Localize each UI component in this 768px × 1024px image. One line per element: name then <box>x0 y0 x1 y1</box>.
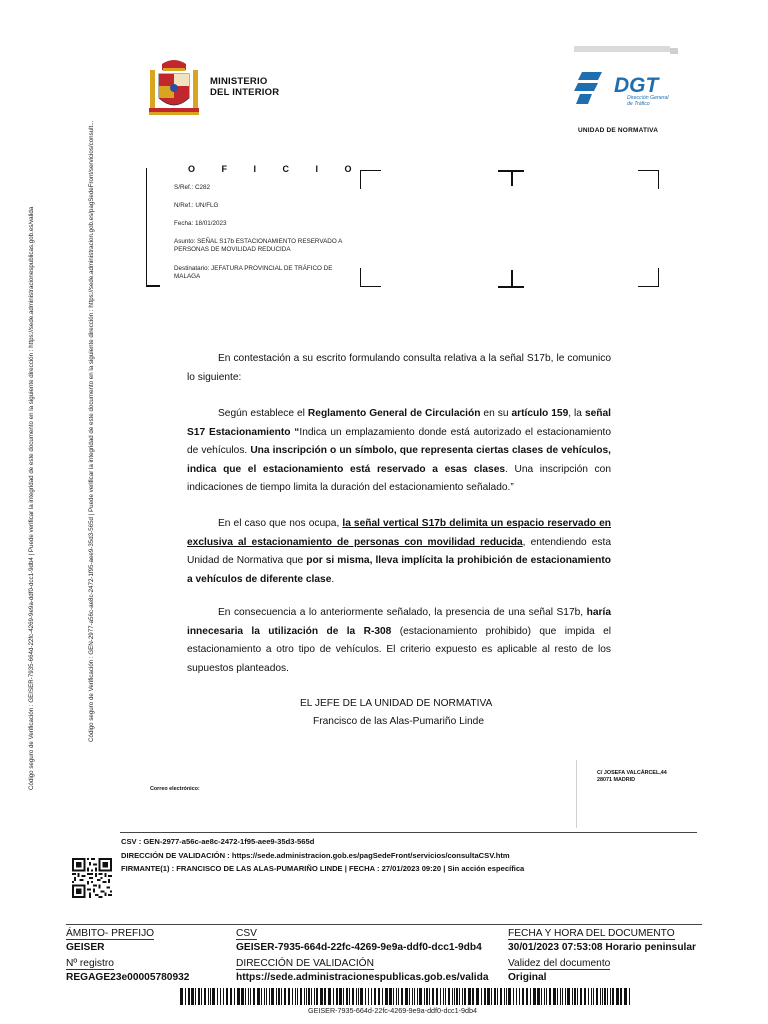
csv-label <box>236 928 257 940</box>
barcode-bar <box>546 988 547 1005</box>
barcode-bar <box>616 988 619 1005</box>
barcode-bar <box>314 988 315 1005</box>
unit-name: UNIDAD DE NORMATIVA <box>578 127 659 134</box>
paragraph-1 <box>187 350 611 387</box>
barcode-bar <box>241 988 244 1005</box>
barcode-bar <box>468 988 471 1005</box>
barcode-bar <box>624 988 627 1005</box>
barcode-bar <box>261 988 262 1005</box>
barcode-bar <box>201 988 202 1005</box>
barcode-bar <box>580 988 582 1005</box>
validez-value: Original <box>508 972 547 983</box>
barcode-bar <box>445 988 446 1005</box>
barcode-bar <box>456 988 458 1005</box>
validez-label <box>508 958 610 970</box>
fecha-label <box>508 928 675 940</box>
barcode-bar <box>454 988 455 1005</box>
barcode-bar <box>396 988 397 1005</box>
barcode-bar <box>188 988 190 1005</box>
barcode-bar <box>208 988 209 1005</box>
oficio-bracket <box>146 168 161 286</box>
validez-label-text: Validez del documento <box>508 958 611 969</box>
barcode-bar <box>440 988 441 1005</box>
barcode-bar <box>374 988 376 1005</box>
barcode-bar <box>459 988 460 1005</box>
barcode-bar <box>607 988 608 1005</box>
barcode-bar <box>414 988 415 1005</box>
barcode-bar <box>593 988 594 1005</box>
window-corner-top-left <box>360 170 381 189</box>
p2-text-h: Indica un emplazamiento donde está autorizado el estacionamiento de vehículos. <box>187 426 611 456</box>
p3-text-e: . <box>331 573 335 585</box>
window-center-bottom-mark <box>498 286 524 288</box>
barcode-bar <box>292 988 293 1005</box>
barcode-bar <box>328 988 331 1005</box>
barcode-bar <box>284 988 286 1005</box>
direccion-value[interactable]: https://sede.administracionespublicas.gob.es/valida <box>236 972 489 983</box>
p2-text-c: en su <box>480 408 512 419</box>
dgt-subtitle-line-2: de Tráfico <box>627 101 650 107</box>
barcode-bar <box>494 988 496 1005</box>
barcode-bar <box>629 988 630 1005</box>
barcode-bar <box>412 988 413 1005</box>
barcode-bar <box>264 988 265 1005</box>
barcode-bar <box>544 988 545 1005</box>
barcode-bar <box>577 988 578 1005</box>
barcode-bar <box>537 988 540 1005</box>
barcode-bar <box>522 988 524 1005</box>
barcode-bar <box>389 988 392 1005</box>
barcode-bar <box>349 988 350 1005</box>
barcode-bar <box>250 988 251 1005</box>
ambito-label <box>66 928 154 940</box>
barcode-bar <box>300 988 302 1005</box>
barcode-bar <box>500 988 502 1005</box>
csv-signer: FIRMANTE(1) : FRANCISCO DE LAS ALAS-PUMARIÑO LINDE | FECHA : 27/01/2023 09:20 | Sin acción específica <box>121 864 525 873</box>
address <box>597 770 667 784</box>
window-corner-top-right <box>638 170 659 189</box>
barcode-bar <box>432 988 434 1005</box>
barcode-bar <box>230 988 232 1005</box>
barcode-bar <box>584 988 586 1005</box>
barcode-bar <box>513 988 514 1005</box>
spain-coat-of-arms-icon <box>148 58 200 120</box>
barcode-bar <box>343 988 344 1005</box>
barcode-bar <box>358 988 359 1005</box>
barcode-bar <box>526 988 528 1005</box>
registro-label-text: Nº registro <box>66 958 114 969</box>
footer-divider <box>576 760 577 828</box>
barcode-bar <box>288 988 290 1005</box>
barcode-bar <box>557 988 558 1005</box>
barcode-bar <box>419 988 422 1005</box>
barcode-icon <box>180 988 630 1005</box>
barcode-bar <box>620 988 622 1005</box>
barcode-bar <box>401 988 403 1005</box>
dgt-wordmark: DGT <box>614 74 659 97</box>
barcode-bar <box>464 988 466 1005</box>
barcode-bar <box>234 988 235 1005</box>
direccion-label-text: DIRECCIÓN DE VALIDACIÓN <box>236 958 374 969</box>
csv-code: CSV : GEN-2977-a56c-ae8c-2472-1f95-aee9-35d3-565d <box>121 837 315 846</box>
barcode-bar <box>368 988 369 1005</box>
fecha-label-text: FECHA Y HORA DEL DOCUMENTO <box>508 928 675 939</box>
barcode-bar <box>429 988 430 1005</box>
vertical-verification-outer: Código seguro de Verificación : GEISER-7935-664d-22fc-4269-9e9a-ddf0-dcc1-9db4 | Puede verificar la integridad de este documento en la siguiente dirección : https://sede.administracionespublicas.gob.es/valida <box>28 206 35 790</box>
barcode-bar <box>516 988 517 1005</box>
barcode-bar <box>266 988 267 1005</box>
barcode-bar <box>245 988 246 1005</box>
p2-quote-open: “ <box>290 426 300 438</box>
direccion-label <box>236 958 374 970</box>
barcode-bar <box>405 988 408 1005</box>
barcode-bar <box>393 988 394 1005</box>
barcode-bar <box>610 988 611 1005</box>
ministry-line-1: MINISTERIO <box>210 76 268 87</box>
barcode-bar <box>210 988 211 1005</box>
barcode-bar <box>237 988 240 1005</box>
barcode-bar <box>382 988 383 1005</box>
barcode-bar <box>588 988 589 1005</box>
p4-text-c: (estacionamiento prohibido) que impida el estacionamiento a otro tipo de vehículos. El criterio expuesto es aplicable al resto de los supuestos planteados. <box>187 625 611 674</box>
email-label: Correo electrónico: <box>150 786 200 792</box>
barcode-bar <box>371 988 372 1005</box>
p3-bold: por si misma, lleva implícita la prohibición de estacionamiento a vehículos de diferente clase <box>187 555 611 585</box>
barcode-bar <box>253 988 255 1005</box>
header-grey-strip <box>574 46 670 52</box>
dgt-subtitle <box>627 95 669 107</box>
barcode-bar <box>530 988 531 1005</box>
p2-articulo: artículo 159 <box>511 408 569 419</box>
barcode-bar <box>452 988 453 1005</box>
barcode-bar <box>320 988 323 1005</box>
window-center-top-tick <box>511 170 513 186</box>
p2-inscripcion: Una inscripción o un símbolo, que representa ciertas clases de vehículos, indica que el estacionamiento está reservado a esas clases <box>187 445 611 475</box>
barcode-bar <box>269 988 270 1005</box>
paragraph-2 <box>187 405 611 498</box>
p3-underlined: la señal vertical S17b delimita un espacio reservado en exclusiva al estacionamiento de personas con movilidad reducida <box>187 518 611 548</box>
barcode-bar <box>212 988 215 1005</box>
barcode-bar <box>223 988 224 1005</box>
barcode-bar <box>508 988 511 1005</box>
barcode-bar <box>333 988 334 1005</box>
oficio-title: O F I C I O <box>188 164 364 174</box>
qr-code-icon <box>72 858 112 898</box>
csv-value: GEISER-7935-664d-22fc-4269-9e9a-ddf0-dcc1-9db4 <box>236 942 482 953</box>
barcode-bar <box>443 988 444 1005</box>
paragraph-3 <box>187 515 611 589</box>
barcode-bar <box>304 988 305 1005</box>
barcode-bar <box>278 988 280 1005</box>
barcode-bar <box>424 988 425 1005</box>
barcode-bar <box>409 988 410 1005</box>
csv-validation-url: DIRECCIÓN DE VALIDACIÓN : https://sede.administracion.gob.es/pagSedeFront/servicios/consultaCSV.htm <box>121 851 510 860</box>
barcode-bar <box>533 988 536 1005</box>
barcode-bar <box>572 988 573 1005</box>
paragraph-4 <box>187 604 611 678</box>
barcode-bar <box>426 988 428 1005</box>
barcode-bar <box>180 988 183 1005</box>
barcode-bar <box>602 988 603 1005</box>
csv-separator <box>120 832 697 833</box>
barcode-bar <box>476 988 479 1005</box>
p4-text-a: En consecuencia a lo anteriormente señalado, la presencia de una señal S17b, <box>218 607 587 618</box>
window-corner-bottom-right <box>638 268 659 287</box>
barcode-bar <box>217 988 218 1005</box>
window-corner-bottom-left <box>360 268 381 287</box>
barcode-bar <box>257 988 260 1005</box>
barcode-bar <box>612 988 614 1005</box>
signer-name: Francisco de las Alas-Pumariño Linde <box>313 716 485 727</box>
paragraph-1-text: En contestación a su escrito formulando consulta relativa a la señal S17b, le comunico lo siguiente: <box>187 353 611 383</box>
signer-title: EL JEFE DE LA UNIDAD DE NORMATIVA <box>300 698 493 709</box>
barcode-bar <box>417 988 418 1005</box>
barcode-bar <box>553 988 556 1005</box>
barcode-text: GEISER-7935-664d-22fc-4269-9e9a-ddf0-dcc1-9db4 <box>308 1006 478 1015</box>
barcode-bar <box>336 988 338 1005</box>
fecha-value: 30/01/2023 07:53:08 Horario peninsular <box>508 942 697 953</box>
ambito-value: GEISER <box>66 942 105 953</box>
oficio-destinatario-2: MALAGA <box>174 273 201 280</box>
p3-text-a: En el caso que nos ocupa, <box>218 518 343 529</box>
barcode-bar <box>220 988 221 1005</box>
window-center-bottom-tick <box>511 270 513 286</box>
oficio-nref: N/Ref.: UN/FLG <box>174 202 219 209</box>
barcode-bar <box>339 988 342 1005</box>
barcode-bar <box>297 988 298 1005</box>
barcode-bar <box>491 988 492 1005</box>
barcode-bar <box>472 988 474 1005</box>
barcode-bar <box>204 988 206 1005</box>
barcode-bar <box>549 988 551 1005</box>
barcode-bar <box>519 988 520 1005</box>
barcode-bar <box>448 988 450 1005</box>
ambito-label-text: ÁMBITO- PREFIJO <box>66 928 155 939</box>
barcode-bar <box>365 988 366 1005</box>
registry-separator <box>66 924 702 925</box>
barcode-bar <box>504 988 505 1005</box>
p2-text-a: Según establece el <box>218 408 308 419</box>
p3-text-c: , entendiendo esta Unidad de Normativa que <box>187 536 611 566</box>
barcode-bar <box>484 988 486 1005</box>
p4-bold: haría innecesaria la utilización de la R-308 <box>187 607 611 637</box>
p2-text-j: . Una inscripción con indicaciones de tiempo limita la duración del estacionamiento señalado.” <box>187 463 611 493</box>
barcode-bar <box>360 988 363 1005</box>
ministry-line-2: DEL INTERIOR <box>210 87 280 98</box>
barcode-bar <box>604 988 606 1005</box>
barcode-bar <box>565 988 566 1005</box>
ministry-name <box>210 76 279 98</box>
barcode-bar <box>600 988 601 1005</box>
barcode-bar <box>567 988 570 1005</box>
oficio-destinatario-1: Destinatario: JEFATURA PROVINCIAL DE TRÁFICO DE <box>174 265 333 272</box>
barcode-bar <box>385 988 388 1005</box>
address-line-1: C/ JOSEFA VALCÁRCEL,44 <box>597 770 667 776</box>
barcode-bar <box>306 988 307 1005</box>
barcode-bar <box>226 988 228 1005</box>
oficio-bracket-foot <box>146 285 160 287</box>
p2-text-e: , la <box>568 408 585 419</box>
barcode-bar <box>276 988 277 1005</box>
barcode-bar <box>271 988 274 1005</box>
p2-senal: señal S17 Estacionamiento <box>187 408 611 438</box>
barcode-bar <box>311 988 312 1005</box>
dgt-subtitle-line-1: Dirección General <box>627 95 669 101</box>
barcode-bar <box>574 988 576 1005</box>
oficio-sref: S/Ref.: C282 <box>174 184 211 191</box>
barcode-bar <box>324 988 326 1005</box>
oficio-asunto-2: PERSONAS DE MOVILIDAD REDUCIDA <box>174 246 291 253</box>
barcode-bar <box>248 988 249 1005</box>
barcode-bar <box>591 988 592 1005</box>
oficio-fecha: Fecha: 18/01/2023 <box>174 220 227 227</box>
csv-label-text: CSV <box>236 928 257 939</box>
barcode-bar <box>497 988 498 1005</box>
barcode-bar <box>398 988 399 1005</box>
barcode-bar <box>378 988 380 1005</box>
header-grey-strip-end <box>670 48 678 54</box>
barcode-bar <box>308 988 310 1005</box>
barcode-bar <box>596 988 598 1005</box>
barcode-bar <box>198 988 200 1005</box>
barcode-bar <box>462 988 463 1005</box>
vertical-verification-inner: Código seguro de Verificación : GEN-2977-a56c-ae8c-2472-1f95-aee9-35d3-565d | Puede verificar la integridad de este documento en la siguiente dirección : https://sede.administracion.gob.es/pagSedeFront/servicios/consult... <box>88 120 95 742</box>
barcode-bar <box>295 988 296 1005</box>
barcode-bar <box>481 988 482 1005</box>
barcode-bar <box>562 988 563 1005</box>
dgt-logo-icon <box>572 70 612 106</box>
barcode-bar <box>352 988 354 1005</box>
barcode-bar <box>185 988 186 1005</box>
oficio-asunto-1: Asunto: SEÑAL S17b ESTACIONAMIENTO RESERVADO A <box>174 238 343 245</box>
barcode-bar <box>541 988 542 1005</box>
barcode-bar <box>506 988 507 1005</box>
barcode-bar <box>316 988 318 1005</box>
barcode-bar <box>487 988 490 1005</box>
barcode-bar <box>356 988 357 1005</box>
registro-label <box>66 958 114 970</box>
barcode-bar <box>436 988 438 1005</box>
barcode-bar <box>560 988 561 1005</box>
p2-reglamento: Reglamento General de Circulación <box>307 408 481 419</box>
barcode-bar <box>281 988 282 1005</box>
barcode-bar <box>191 988 194 1005</box>
barcode-bar <box>346 988 348 1005</box>
address-line-2: 28071 MADRID <box>597 777 636 783</box>
barcode-bar <box>195 988 196 1005</box>
registro-value: REGAGE23e00005780932 <box>66 972 190 983</box>
